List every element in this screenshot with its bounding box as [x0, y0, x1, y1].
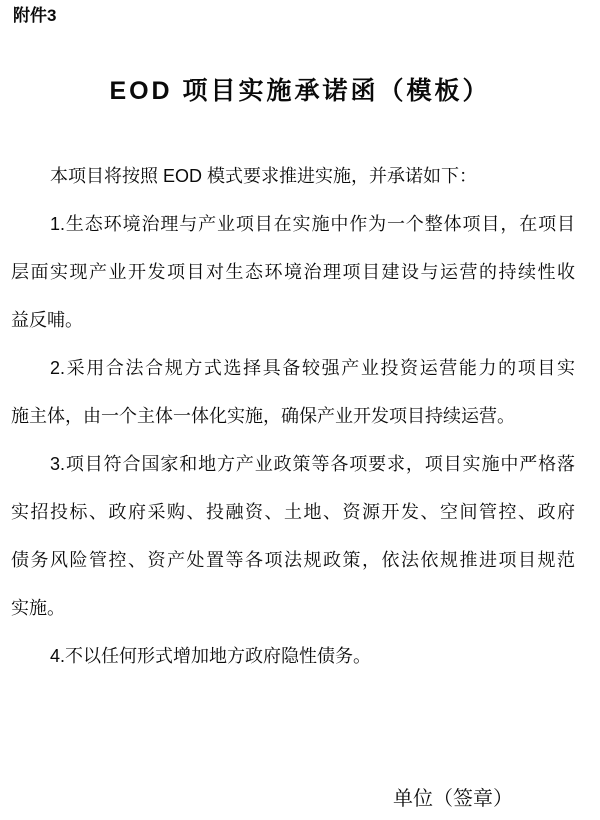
document-title: EOD 项目实施承诺函（模板） [109, 77, 491, 105]
paragraph-2-line-2: 层面实现产业开发项目对生态环境治理项目建设与运营的持续性收 [11, 262, 575, 282]
paragraph-2-line-3: 益反哺。 [11, 310, 83, 330]
paragraph-4-line-2: 实招投标、政府采购、投融资、土地、资源开发、空间管控、政府 [11, 502, 575, 522]
paragraph-4-line-4: 实施。 [11, 598, 65, 618]
paragraph-4-line-1: 3.项目符合国家和地方产业政策等各项要求，项目实施中严格落 [50, 454, 575, 474]
paragraph-4-line-3: 债务风险管控、资产处置等各项法规政策，依法依规推进项目规范 [11, 550, 575, 570]
signature-line: 单位（签章） [393, 788, 513, 810]
paragraph-3-line-2: 施主体，由一个主体一体化实施，确保产业开发项目持续运营。 [11, 406, 515, 426]
paragraph-1-line-1: 本项目将按照 EOD 模式要求推进实施，并承诺如下： [50, 166, 478, 186]
paragraph-3-line-1: 2.采用合法合规方式选择具备较强产业投资运营能力的项目实 [50, 358, 575, 378]
paragraph-2-line-1: 1.生态环境治理与产业项目在实施中作为一个整体项目，在项目 [50, 214, 575, 234]
paragraph-5-line-1: 4.不以任何形式增加地方政府隐性债务。 [50, 646, 372, 666]
attachment-label: 附件3 [13, 6, 57, 25]
document-body [11, 152, 575, 680]
